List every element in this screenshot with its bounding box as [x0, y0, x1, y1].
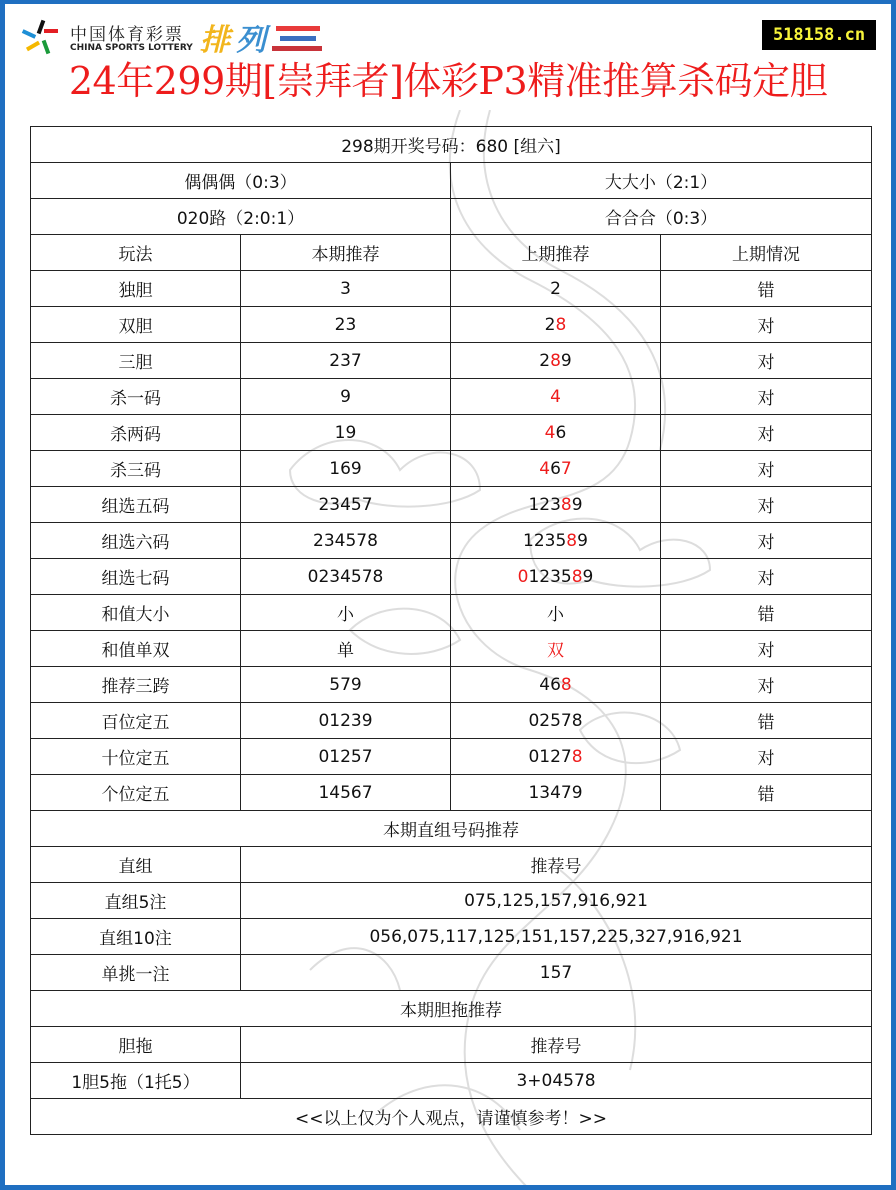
hit-digit: 8 — [571, 746, 583, 767]
hit-digit: 4 — [550, 386, 561, 407]
table-row — [31, 1063, 872, 1099]
direct-section-title: 本期直组号码推荐 — [31, 811, 872, 847]
header-play: 玩法 — [31, 235, 241, 271]
pattern-row-2 — [31, 199, 872, 235]
route-pattern: 020路（2:0:1） — [31, 199, 451, 235]
hit-digit: 7 — [560, 458, 572, 479]
previous-result: 对 — [661, 415, 872, 451]
digit: 2 — [544, 314, 556, 335]
previous-result: 错 — [661, 595, 872, 631]
previous-result: 对 — [661, 379, 872, 415]
table-row — [31, 703, 872, 739]
previous-result: 对 — [661, 739, 872, 775]
direct-header-label: 直组 — [31, 847, 241, 883]
play-type: 杀两码 — [31, 415, 241, 451]
header-current: 本期推荐 — [241, 235, 451, 271]
direct-value: 075,125,157,916,921 — [241, 883, 872, 919]
table-row — [31, 415, 872, 451]
table-row — [31, 523, 872, 559]
table-row — [31, 451, 872, 487]
logo-cn-text: 中国体育彩票 — [70, 25, 184, 45]
pailie-san-brand-icon — [200, 20, 340, 56]
hit-digit: 8 — [555, 314, 567, 335]
table-row — [31, 955, 872, 991]
header-previous: 上期推荐 — [451, 235, 661, 271]
previous-recommendation — [451, 487, 661, 523]
digit: 1235 — [523, 530, 567, 551]
play-type: 双胆 — [31, 307, 241, 343]
current-recommendation: 14567 — [241, 775, 451, 811]
digit: 02578 — [528, 710, 583, 731]
previous-recommendation — [451, 667, 661, 703]
previous-recommendation — [451, 415, 661, 451]
play-type: 杀三码 — [31, 451, 241, 487]
current-recommendation: 01239 — [241, 703, 451, 739]
table-row — [31, 343, 872, 379]
play-type: 组选七码 — [31, 559, 241, 595]
previous-result: 对 — [661, 559, 872, 595]
previous-result: 对 — [661, 307, 872, 343]
prediction-table — [30, 126, 872, 1135]
digit: 9 — [577, 530, 588, 551]
play-type: 杀一码 — [31, 379, 241, 415]
previous-result: 错 — [661, 703, 872, 739]
table-row — [31, 559, 872, 595]
direct-header-value: 推荐号 — [241, 847, 872, 883]
current-recommendation: 169 — [241, 451, 451, 487]
previous-recommendation — [451, 703, 661, 739]
table-row — [31, 271, 872, 307]
hit-digit: 双 — [547, 641, 564, 661]
previous-recommendation — [451, 451, 661, 487]
svg-text:列: 列 — [236, 23, 266, 56]
footer-note: <<以上仅为个人观点，请谨慎参考！>> — [31, 1099, 872, 1135]
previous-result: 对 — [661, 523, 872, 559]
table-row — [31, 595, 872, 631]
previous-recommendation — [451, 523, 661, 559]
site-badge: 518158.cn — [762, 20, 876, 50]
page-title: 24年299期[崇拜者]体彩P3精准推算杀码定胆 — [68, 59, 828, 103]
play-type: 和值单双 — [31, 631, 241, 667]
table-row — [31, 667, 872, 703]
direct-label: 单挑一注 — [31, 955, 241, 991]
previous-result: 对 — [661, 667, 872, 703]
digit: 2 — [539, 350, 551, 371]
play-type: 个位定五 — [31, 775, 241, 811]
digit: 123 — [528, 494, 561, 515]
direct-value: 056,075,117,125,151,157,225,327,916,921 — [241, 919, 872, 955]
footer-note-row — [31, 1099, 872, 1135]
previous-result: 对 — [661, 631, 872, 667]
dantuo-header-label: 胆拖 — [31, 1027, 241, 1063]
table-row — [31, 631, 872, 667]
dantuo-header-value: 推荐号 — [241, 1027, 872, 1063]
digit: 46 — [539, 674, 561, 695]
direct-section-title-row — [31, 811, 872, 847]
current-recommendation: 234578 — [241, 523, 451, 559]
previous-recommendation — [451, 271, 661, 307]
digit: 13479 — [528, 782, 583, 803]
previous-recommendation — [451, 379, 661, 415]
current-recommendation: 01257 — [241, 739, 451, 775]
header-result: 上期情况 — [661, 235, 872, 271]
previous-recommendation — [451, 631, 661, 667]
play-type: 和值大小 — [31, 595, 241, 631]
current-recommendation: 3 — [241, 271, 451, 307]
logo-en-text: CHINA SPORTS LOTTERY — [70, 43, 193, 53]
lottery-star-icon — [20, 18, 62, 58]
dantuo-section-title: 本期胆拖推荐 — [31, 991, 872, 1027]
current-recommendation: 小 — [241, 595, 451, 631]
table-row — [31, 487, 872, 523]
current-recommendation: 579 — [241, 667, 451, 703]
current-recommendation: 23457 — [241, 487, 451, 523]
current-recommendation: 237 — [241, 343, 451, 379]
prime-composite-pattern: 合合合（0:3） — [451, 199, 872, 235]
previous-result: 错 — [661, 271, 872, 307]
odd-even-pattern: 偶偶偶（0:3） — [31, 163, 451, 199]
current-recommendation: 23 — [241, 307, 451, 343]
table-header-row — [31, 235, 872, 271]
current-recommendation: 0234578 — [241, 559, 451, 595]
table-row — [31, 919, 872, 955]
previous-recommendation — [451, 307, 661, 343]
current-recommendation: 9 — [241, 379, 451, 415]
play-type: 十位定五 — [31, 739, 241, 775]
play-type: 组选六码 — [31, 523, 241, 559]
previous-recommendation — [451, 343, 661, 379]
draw-result-row — [31, 127, 872, 163]
previous-result: 对 — [661, 343, 872, 379]
previous-result: 对 — [661, 451, 872, 487]
previous-recommendation — [451, 595, 661, 631]
digit: 小 — [547, 605, 564, 625]
previous-recommendation — [451, 775, 661, 811]
hit-digit: 0 — [517, 566, 529, 587]
digit: 6 — [550, 458, 561, 479]
pattern-row-1 — [31, 163, 872, 199]
previous-recommendation — [451, 559, 661, 595]
digit: 6 — [555, 422, 567, 443]
china-sports-lottery-logo — [20, 18, 320, 58]
current-recommendation: 单 — [241, 631, 451, 667]
digit: 9 — [560, 350, 572, 371]
table-row — [31, 307, 872, 343]
digit: 0127 — [528, 746, 572, 767]
dantuo-header-row — [31, 1027, 872, 1063]
play-type: 百位定五 — [31, 703, 241, 739]
direct-header-row — [31, 847, 872, 883]
digit: 9 — [571, 494, 583, 515]
direct-label: 直组10注 — [31, 919, 241, 955]
previous-result: 错 — [661, 775, 872, 811]
hit-digit: 8 — [560, 674, 572, 695]
hit-digit: 4 — [544, 422, 556, 443]
play-type: 组选五码 — [31, 487, 241, 523]
previous-recommendation — [451, 739, 661, 775]
current-recommendation: 19 — [241, 415, 451, 451]
big-small-pattern: 大大小（2:1） — [451, 163, 872, 199]
dantuo-value: 3+04578 — [241, 1063, 872, 1099]
previous-result: 对 — [661, 487, 872, 523]
direct-label: 直组5注 — [31, 883, 241, 919]
dantuo-label: 1胆5拖（1托5） — [31, 1063, 241, 1099]
draw-result: 298期开奖号码：680 [组六] — [31, 127, 872, 163]
hit-digit: 8 — [566, 530, 578, 551]
direct-value: 157 — [241, 955, 872, 991]
digit: 2 — [550, 278, 561, 299]
table-row — [31, 739, 872, 775]
hit-digit: 8 — [571, 566, 583, 587]
table-row — [31, 883, 872, 919]
table-row — [31, 775, 872, 811]
digit: 9 — [582, 566, 594, 587]
digit: 1235 — [528, 566, 572, 587]
play-type: 三胆 — [31, 343, 241, 379]
hit-digit: 8 — [550, 350, 561, 371]
play-type: 独胆 — [31, 271, 241, 307]
hit-digit: 4 — [539, 458, 551, 479]
table-row — [31, 379, 872, 415]
play-type: 推荐三跨 — [31, 667, 241, 703]
svg-text:排: 排 — [200, 23, 230, 56]
hit-digit: 8 — [560, 494, 572, 515]
dantuo-section-title-row — [31, 991, 872, 1027]
